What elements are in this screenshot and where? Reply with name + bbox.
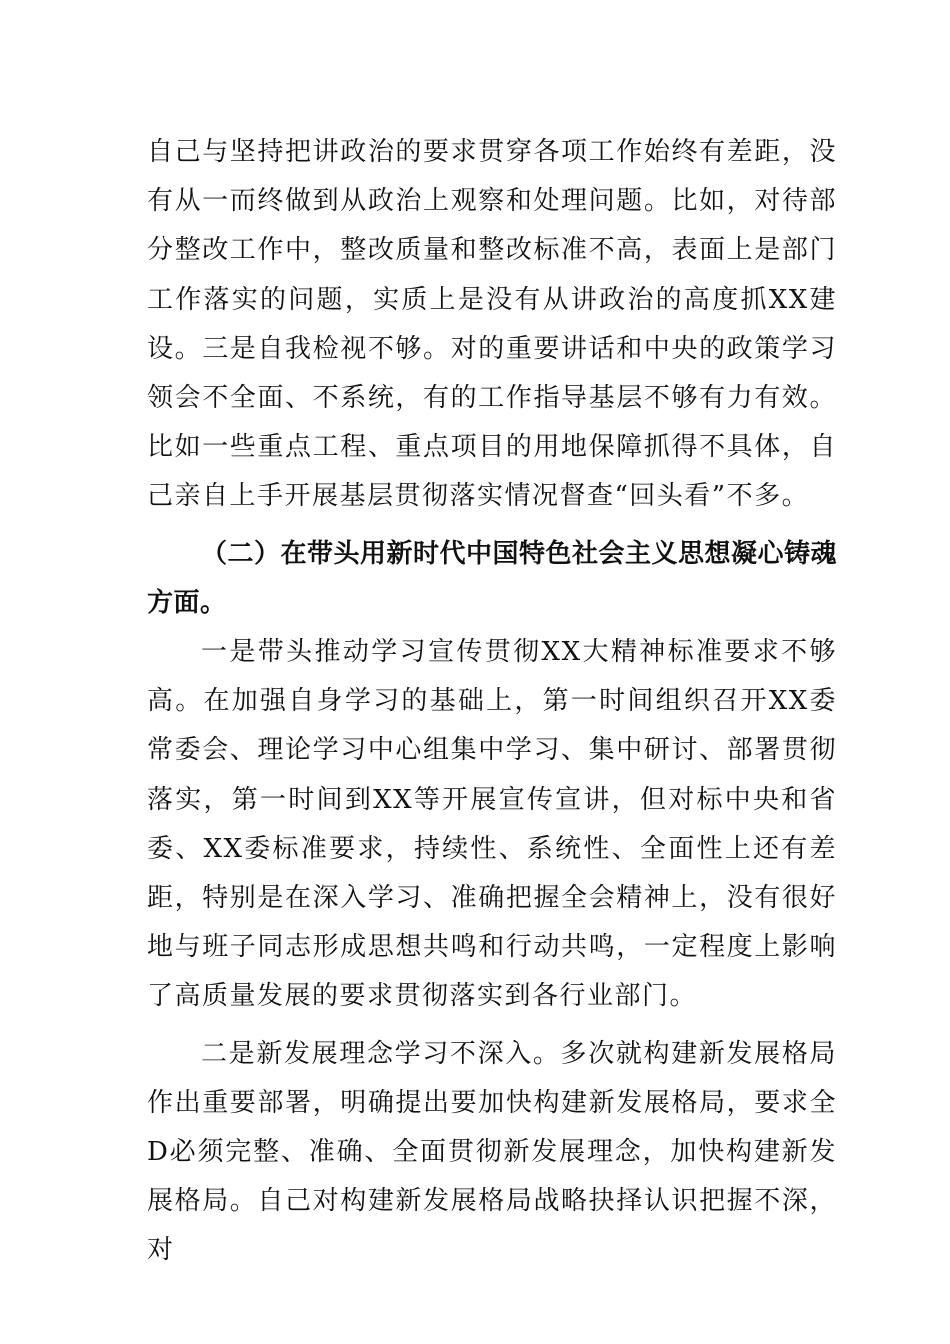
section-heading: （二）在带头用新时代中国特色社会主义思想凝心铸魂方面。 bbox=[147, 538, 838, 618]
body-paragraph: 二是新发展理念学习不深入。多次就构建新发展格局作出重要部署，明确提出要加快构建新发展格局，要求全D必须完整、准确、全面贯彻新发展理念，加快构建新发展格局。自己对构建新发展格局战略抉择认识把握不深，对 bbox=[147, 1038, 837, 1266]
body-paragraph: 自己与坚持把讲政治的要求贯穿各项工作始终有差距，没有从一而终做到从政治上观察和处理问题。比如，对待部分整改工作中，整改质量和整改标准不高，表面上是部门工作落实的问题，实质上是没有从讲政治的高度抓XX建设。三是自我检视不够。对的重要讲话和中央的政策学习领会不全面、不系统，有的工作指导基层不够有力有效。比如一些重点工程、重点项目的用地保障抓得不具体，自己亲自上手开展基层贯彻落实情况督查“回头看”不多。 bbox=[147, 137, 837, 512]
body-paragraph: 一是带头推动学习宣传贯彻XX大精神标准要求不够高。在加强自身学习的基础上，第一时间组织召开XX委常委会、理论学习中心组集中学习、集中研讨、部署贯彻落实，第一时间到XX等开展宣传宣讲，但对标中央和省委、XX委标准要求，持续性、系统性、全面性上还有差距，特别是在深入学习、准确把握全会精神上，没有很好地与班子同志形成思想共鸣和行动共鸣，一定程度上影响了高质量发展的要求贯彻落实到各行业部门。 bbox=[147, 637, 837, 1012]
document-body bbox=[147, 128, 837, 1276]
